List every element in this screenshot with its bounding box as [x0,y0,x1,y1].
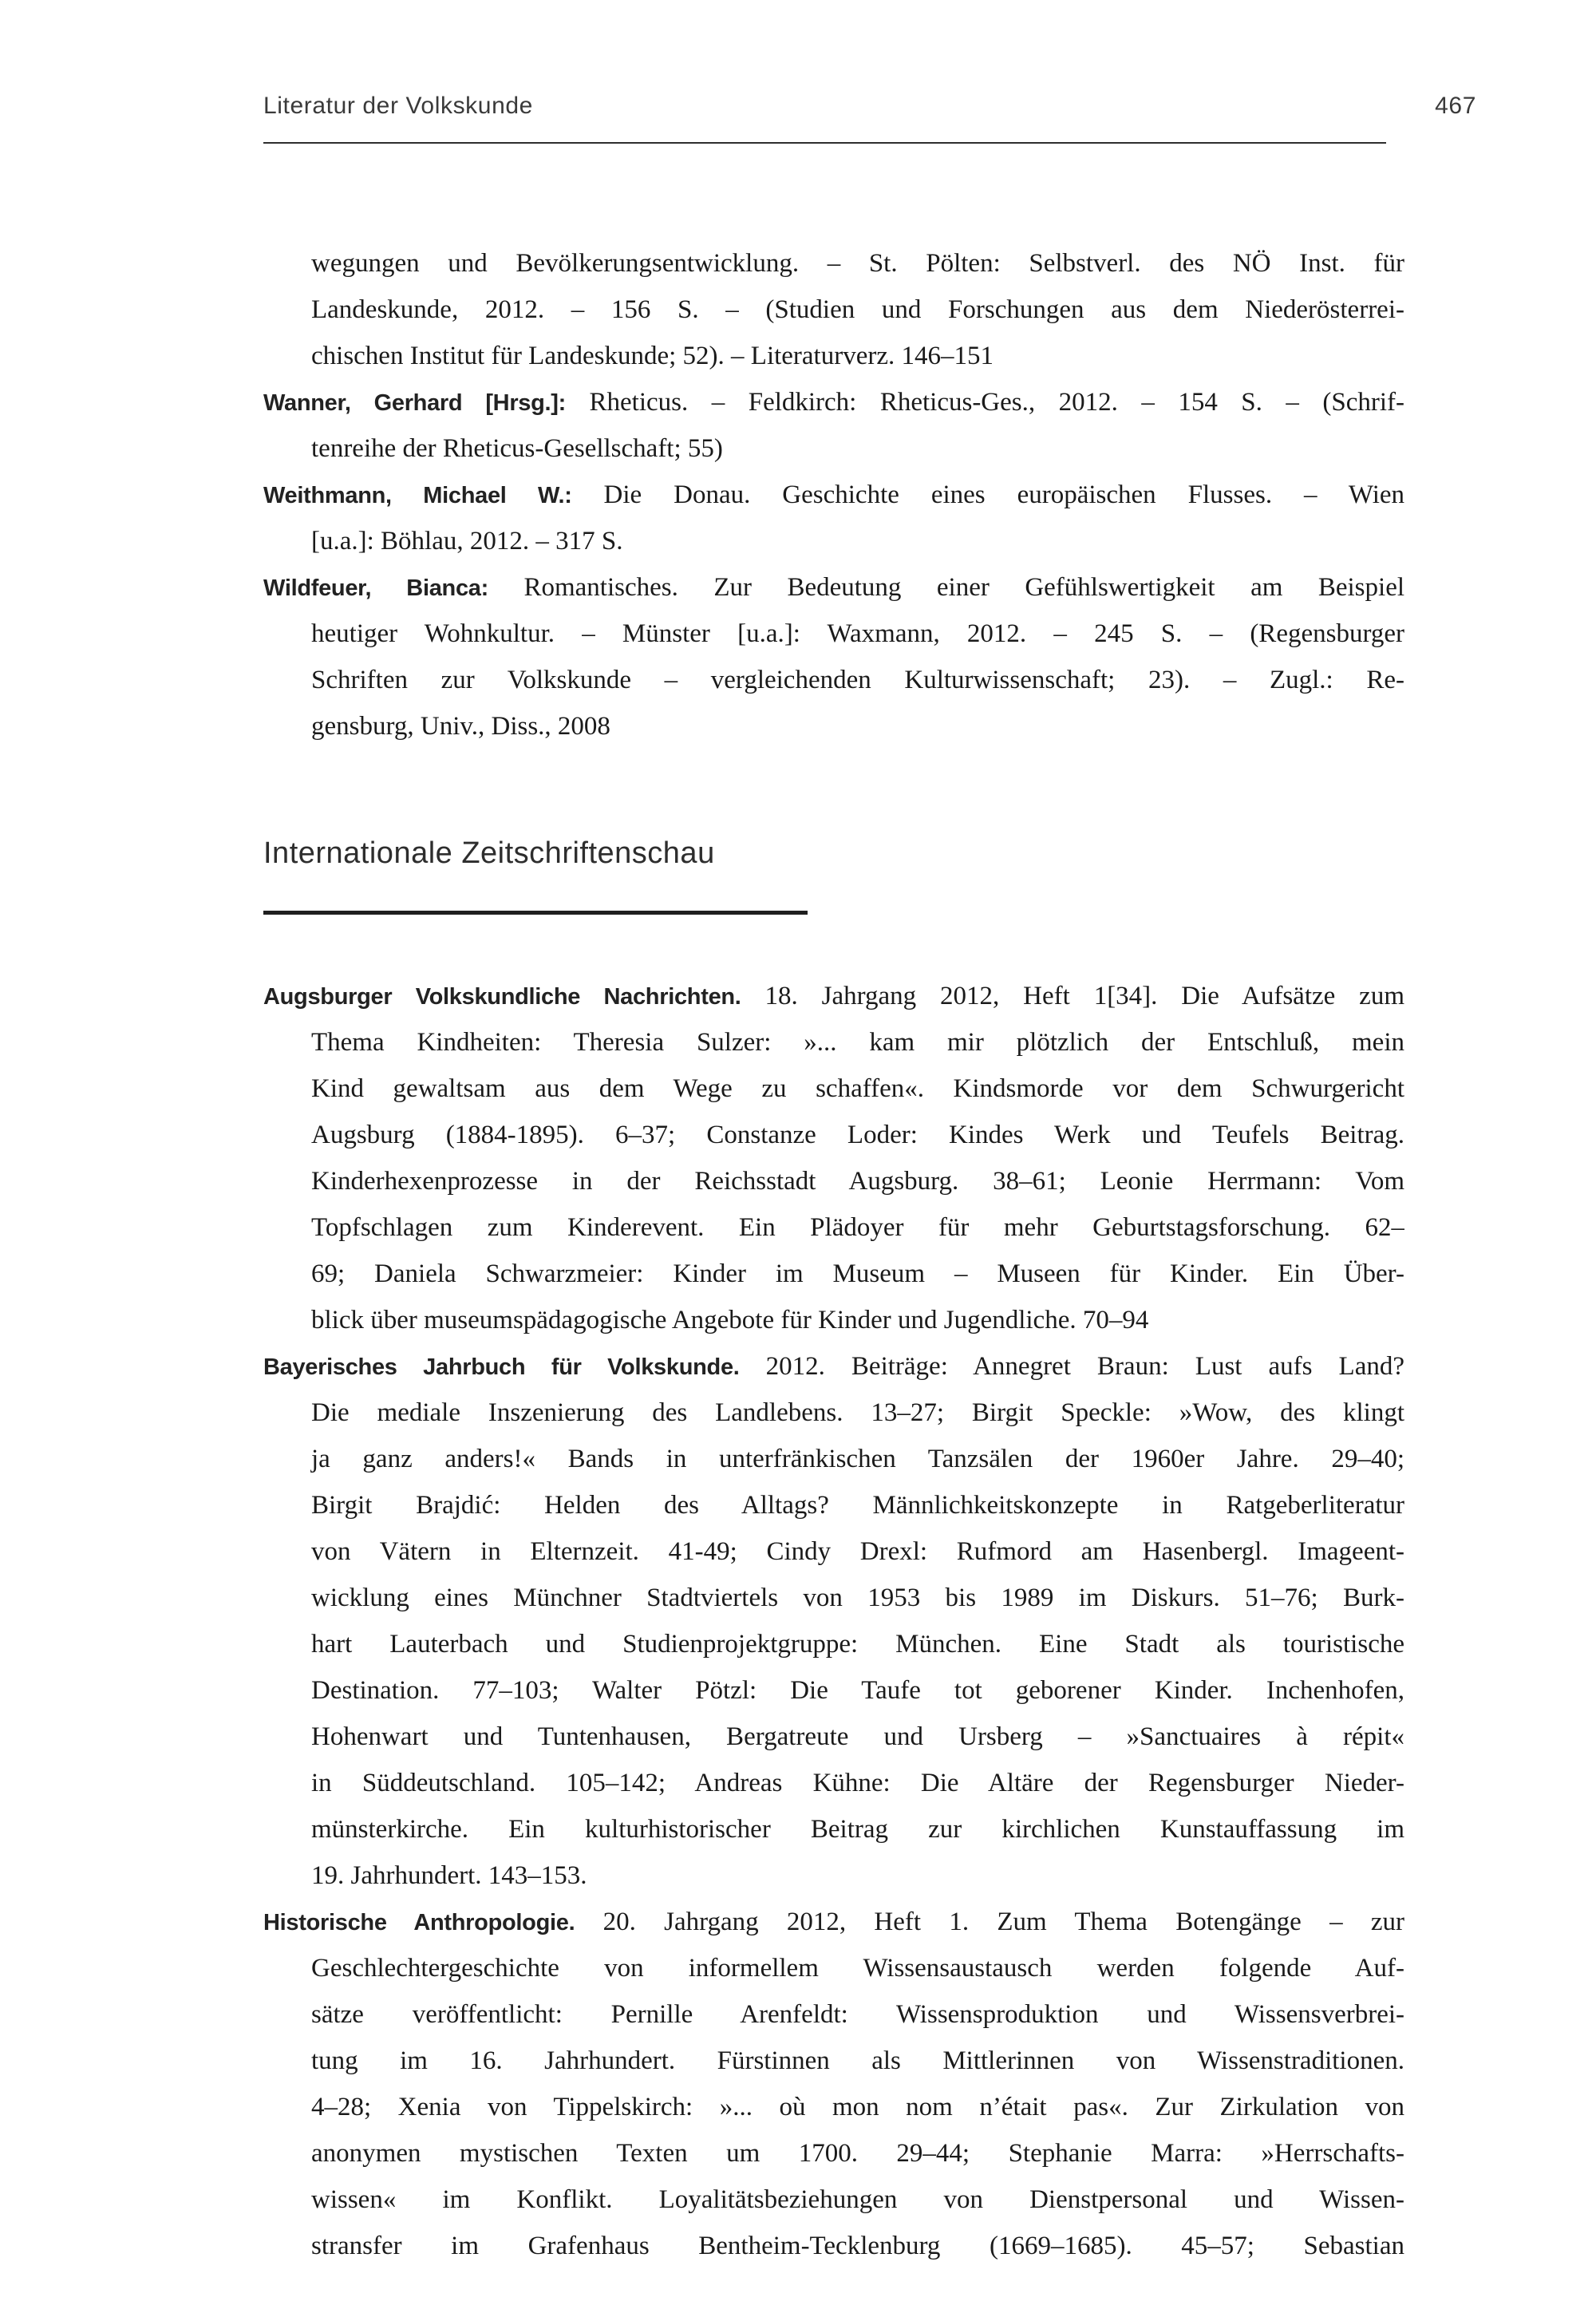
text-line: gensburg, Univ., Diss., 2008 [311,712,610,741]
text-line: hart Lauterbach und Studienprojektgruppe: München. Eine Stadt als touristische [311,1630,1404,1659]
page-number: 467 [1435,93,1476,119]
text-line: ja ganz anders!« Bands in unterfränkischen Tanzsälen der 1960er Jahre. 29–40; [311,1445,1404,1473]
entry-label: Augsburger Volkskundliche Nachrichten. [263,984,741,1010]
text-line: Historische Anthropologie. 20. Jahrgang 2012, Heft 1. Zum Thema Botengänge – zur [263,1908,1404,1936]
running-header [263,86,1476,126]
entry-label: Weithmann, Michael W.: [263,483,572,508]
entry-label: Wildfeuer, Bianca: [263,575,488,601]
text-line: Kind gewaltsam aus dem Wege zu schaffen«. Kindsmorde vor dem Schwurgericht [311,1074,1404,1103]
running-header-title: Literatur der Volkskunde [263,93,533,119]
text-line: Die mediale Inszenierung des Landlebens. 13–27; Birgit Speckle: »Wow, des klingt [311,1398,1404,1427]
section-heading: Internationale Zeitschriftenschau [263,836,715,870]
text-line: Birgit Brajdić: Helden des Alltags? Männlichkeitskonzepte in Ratgeberliteratur [311,1491,1404,1520]
text-line: wissen« im Konflikt. Loyalitätsbeziehungen von Dienstpersonal und Wissen- [311,2185,1404,2214]
text-line: Augsburger Volkskundliche Nachrichten. 18. Jahrgang 2012, Heft 1[34]. Die Aufsätze zum [263,982,1404,1010]
bibliography-entry [263,240,1404,379]
text-line: Topfschlagen zum Kinderevent. Ein Plädoyer für mehr Geburtstagsforschung. 62– [311,1213,1404,1242]
text-line: von Vätern in Elternzeit. 41-49; Cindy Drexl: Rufmord am Hasenbergl. Imageent- [311,1537,1404,1566]
entry-label: Bayerisches Jahrbuch für Volkskunde. [263,1354,740,1380]
text-line: blick über museumspädagogische Angebote für Kinder und Jugendliche. 70–94 [311,1306,1149,1334]
bibliography-entry [263,1899,1404,2269]
text-line: Destination. 77–103; Walter Pötzl: Die Taufe tot geborener Kinder. Inchenhofen, [311,1676,1404,1705]
bibliography-entry [263,1343,1404,1899]
text-line: anonymen mystischen Texten um 1700. 29–44; Stephanie Marra: »Herrschafts- [311,2139,1404,2168]
bibliography-entry [263,973,1404,1343]
bibliography-list [263,240,1404,749]
text-line: 19. Jahrhundert. 143–153. [311,1861,587,1890]
text-line: heutiger Wohnkultur. – Münster [u.a.]: Waxmann, 2012. – 245 S. – (Regensburger [311,619,1404,648]
header-rule [263,142,1386,144]
text-line: Thema Kindheiten: Theresia Sulzer: »... kam mir plötzlich der Entschluß, mein [311,1028,1404,1057]
text-line: Landeskunde, 2012. – 156 S. – (Studien und Forschungen aus dem Niederösterrei- [311,295,1404,324]
section-heading-rule [263,911,808,915]
bibliography-entry [263,379,1404,472]
text-line: in Süddeutschland. 105–142; Andreas Kühne: Die Altäre der Regensburger Nieder- [311,1769,1404,1797]
bibliography-entry [263,472,1404,564]
bibliography-entry [263,564,1404,749]
text-line: Augsburg (1884-1895). 6–37; Constanze Loder: Kindes Werk und Teufels Beitrag. [311,1121,1404,1149]
text-line: Wildfeuer, Bianca: Romantisches. Zur Bedeutung einer Gefühlswertigkeit am Beispiel [263,573,1404,602]
text-line: Hohenwart und Tuntenhausen, Bergatreute und Ursberg – »Sanctuaires à répit« [311,1722,1404,1751]
text-line: tenreihe der Rheticus-Gesellschaft; 55) [311,434,723,463]
text-line: Bayerisches Jahrbuch für Volkskunde. 2012. Beiträge: Annegret Braun: Lust aufs Land? [263,1352,1404,1381]
text-line: Weithmann, Michael W.: Die Donau. Geschichte eines europäischen Flusses. – Wien [263,480,1404,509]
text-line: 69; Daniela Schwarzmeier: Kinder im Museum – Museen für Kinder. Ein Über- [311,1259,1404,1288]
text-line: münsterkirche. Ein kulturhistorischer Beitrag zur kirchlichen Kunstauffassung im [311,1815,1404,1844]
text-line: wegungen und Bevölkerungsentwicklung. – St. Pölten: Selbstverl. des NÖ Inst. für [311,249,1404,278]
text-line: stransfer im Grafenhaus Bentheim-Tecklenburg (1669–1685). 45–57; Sebastian [311,2232,1404,2260]
text-line: wicklung eines Münchner Stadtviertels von 1953 bis 1989 im Diskurs. 51–76; Burk- [311,1583,1404,1612]
text-line: chischen Institut für Landeskunde; 52). – Literaturverz. 146–151 [311,342,994,370]
text-line: Schriften zur Volkskunde – vergleichenden Kulturwissenschaft; 23). – Zugl.: Re- [311,666,1404,694]
text-line: [u.a.]: Böhlau, 2012. – 317 S. [311,527,623,556]
journal-review-list [263,973,1404,2269]
text-line: Kinderhexenprozesse in der Reichsstadt Augsburg. 38–61; Leonie Herrmann: Vom [311,1167,1404,1196]
entry-label: Wanner, Gerhard [Hrsg.]: [263,390,567,416]
text-line: Wanner, Gerhard [Hrsg.]: Rheticus. – Feldkirch: Rheticus-Ges., 2012. – 154 S. – (Schrif- [263,388,1404,417]
text-line: tung im 16. Jahrhundert. Fürstinnen als Mittlerinnen von Wissenstraditionen. [311,2046,1404,2075]
entry-label: Historische Anthropologie. [263,1910,575,1935]
text-line: sätze veröffentlicht: Pernille Arenfeldt: Wissensproduktion und Wissensverbrei- [311,2000,1404,2029]
text-line: 4–28; Xenia von Tippelskirch: »... où mon nom n’était pas«. Zur Zirkulation von [311,2093,1404,2121]
text-line: Geschlechtergeschichte von informellem Wissensaustausch werden folgende Auf- [311,1954,1404,1983]
